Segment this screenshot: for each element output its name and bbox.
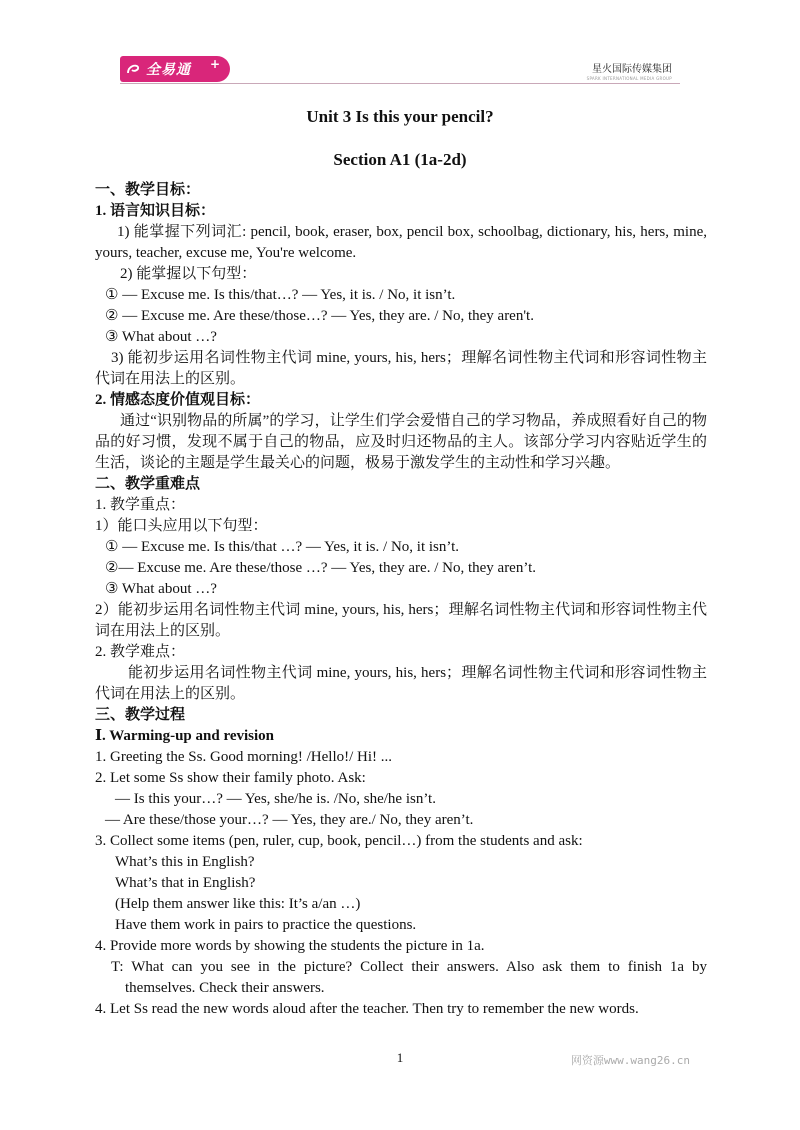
text-line: ③ What about …? (105, 329, 217, 345)
brand-logo (120, 56, 230, 82)
document-body (95, 180, 707, 1020)
text-line: 2）能初步运用名词性物主代词 mine, yours, his, hers；理解名词性物主代词和形容词性物主代词在用法上的区别。 (95, 602, 707, 639)
page-number: 1 (396, 1050, 404, 1065)
text-line: ②— Excuse me. Are these/those …? — Yes, they are. / No, they aren’t. (105, 560, 536, 576)
brand-subtitle: SPARK INTERNATIONAL MEDIA GROUP (586, 76, 672, 81)
text-line: — Is this your…? — Yes, she/he is. /No, she/he isn’t. (115, 791, 436, 807)
text-line: 1）能口头应用以下句型： (95, 518, 268, 534)
text-line: Have them work in pairs to practice the questions. (115, 917, 417, 933)
watermark: 网资源www.wang26.cn (570, 1054, 690, 1067)
text-line: 二、教学重难点 (95, 476, 201, 492)
page-header (120, 56, 680, 86)
document-title: Unit 3 Is this your pencil? (306, 107, 494, 126)
text-line: Ⅰ. Warming-up and revision (95, 728, 275, 744)
section-title: Section A1 (1a-2d) (333, 150, 467, 169)
text-line: ② — Excuse me. Are these/those…? — Yes, they are. / No, they aren't. (105, 308, 534, 324)
text-line: 4. Provide more words by showing the students the picture in 1a. (95, 938, 485, 954)
swirl-icon (126, 62, 140, 76)
text-line: 2) 能掌握以下句型： (120, 266, 257, 282)
text-line: 1. 教学重点： (95, 497, 186, 513)
text-line: 1) 能掌握下列词汇: pencil, book, eraser, box, pencil box, schoolbag, dictionary, his, hers, mine, yours, teacher, excuse me, You're welcome. (95, 224, 707, 261)
text-line: 3. Collect some items (pen, ruler, cup, book, pencil…) from the students and ask: (95, 833, 583, 849)
text-line: 三、教学过程 (95, 707, 186, 723)
text-line: 1. Greeting the Ss. Good morning! /Hello!/ Hi! ... (95, 749, 393, 765)
text-line: (Help them answer like this: It’s a/an …) (115, 896, 361, 912)
header-divider (120, 83, 680, 84)
text-line: 通过“识别物品的所属”的学习，让学生们学会爱惜自己的学习物品，养成照看好自己的物品的好习惯，发现不属于自己的物品，应及时归还物品的主人。该部分学习内容贴近学生的生活，谈论的主题是学生最关心的问题，极易于激发学生的主动性和学习兴趣。 (95, 413, 707, 471)
text-line: 2. 教学难点： (95, 644, 186, 660)
text-line: ③ What about …? (105, 581, 217, 597)
text-line: 一、教学目标： (95, 182, 201, 198)
text-line: — Are these/those your…? — Yes, they are./ No, they aren’t. (105, 812, 474, 828)
text-line: 1. 语言知识目标： (95, 203, 216, 219)
text-line: T: What can you see in the picture? Collect their answers. Also ask them to finish 1a by themselves. Check their answers. (111, 959, 707, 996)
text-line: 4. Let Ss read the new words aloud after the teacher. Then try to remember the new words. (95, 1001, 639, 1017)
text-line: What’s that in English? (115, 875, 256, 891)
text-line: 能初步运用名词性物主代词 mine, yours, his, hers；理解名词性物主代词和形容词性物主代词在用法上的区别。 (95, 665, 707, 702)
text-line: What’s this in English? (115, 854, 255, 870)
text-line: 3) 能初步运用名词性物主代词 mine, yours, his, hers；理解名词性物主代词和形容词性物主代词在用法上的区别。 (95, 350, 707, 387)
brand-name: 星火国际传媒集团 (592, 64, 672, 75)
text-line: ① — Excuse me. Is this/that …? — Yes, it is. / No, it isn’t. (105, 539, 460, 555)
logo-plus: + (210, 57, 221, 71)
logo-text: 全易通 (146, 62, 191, 78)
text-line: 2. Let some Ss show their family photo. Ask: (95, 770, 366, 786)
text-line: 2. 情感态度价值观目标： (95, 392, 261, 408)
text-line: ① — Excuse me. Is this/that…? — Yes, it is. / No, it isn’t. (105, 287, 456, 303)
publisher-brand (587, 60, 672, 81)
